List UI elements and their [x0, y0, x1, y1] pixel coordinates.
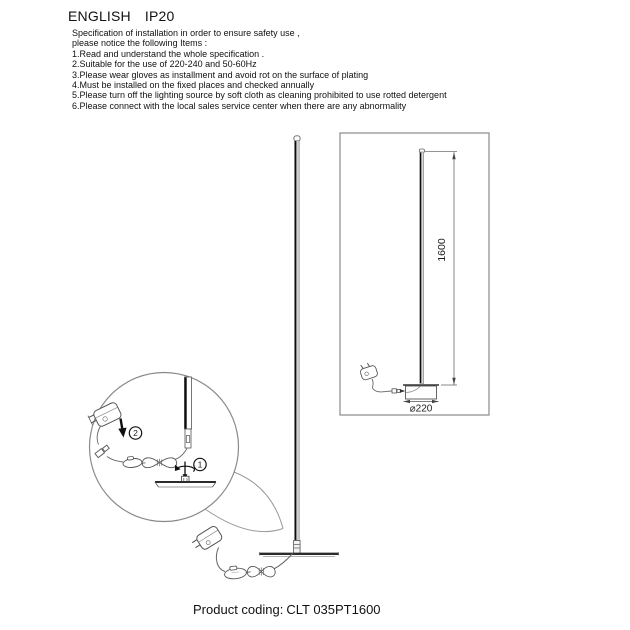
- spec-item: 2.Suitable for the use of 220-240 and 50-60Hz: [72, 59, 257, 70]
- spec-item: 5.Please turn off the lighting source by soft cloth as cleaning prohibited to use rotted detergent: [72, 90, 447, 101]
- product-code: CLT 035PT1600: [286, 602, 381, 617]
- power-adapter: [191, 525, 224, 554]
- pole-connector: [185, 429, 191, 448]
- pole-collar: [294, 541, 301, 554]
- spec-item: 3.Please wear gloves as installment and avoid rot on the surface of plating: [72, 69, 369, 80]
- plug-prong: [192, 540, 197, 543]
- main-lamp-drawing: [191, 136, 339, 580]
- spec-intro-line: please notice the following Items :: [72, 38, 208, 49]
- step-1-marker: [194, 458, 206, 470]
- step-2-marker: [129, 427, 141, 439]
- detail-pole-segment: [185, 377, 192, 448]
- plug-prong: [195, 545, 200, 548]
- leader-line: [234, 472, 283, 529]
- spec-item: 6.Please connect with the local sales service center when there are any abnormality: [72, 100, 407, 111]
- product-coding-label: Product coding:: [193, 602, 284, 617]
- ip-rating-label: IP20: [144, 8, 175, 24]
- power-cord: [273, 553, 293, 570]
- spec-item: 4.Must be installed on the fixed places and checked annually: [72, 80, 315, 91]
- height-label: 1600: [436, 238, 448, 262]
- detail-base: [403, 385, 439, 399]
- spec-item: 1.Read and understand the whole specification .: [72, 48, 265, 59]
- magnified-detail: [87, 373, 283, 532]
- lamp-base: [260, 552, 339, 556]
- dimension-detail-box: [340, 133, 489, 415]
- diameter-label: ⌀220: [409, 403, 433, 415]
- product-coding: [193, 602, 384, 617]
- base-hub: [182, 476, 190, 481]
- cord-to-adapter: [216, 548, 225, 572]
- language-label: ENGLISH: [68, 8, 131, 24]
- cord-coil: [247, 566, 275, 577]
- step-2-number: 2: [133, 428, 138, 439]
- inline-switch: [224, 565, 247, 580]
- spec-intro-line: Specification of installation in order to ensure safety use ,: [72, 28, 300, 38]
- detail-circle: [90, 373, 239, 522]
- step-1-number: 1: [197, 459, 203, 470]
- plug-prong: [89, 415, 94, 417]
- cord-connector: [392, 389, 397, 393]
